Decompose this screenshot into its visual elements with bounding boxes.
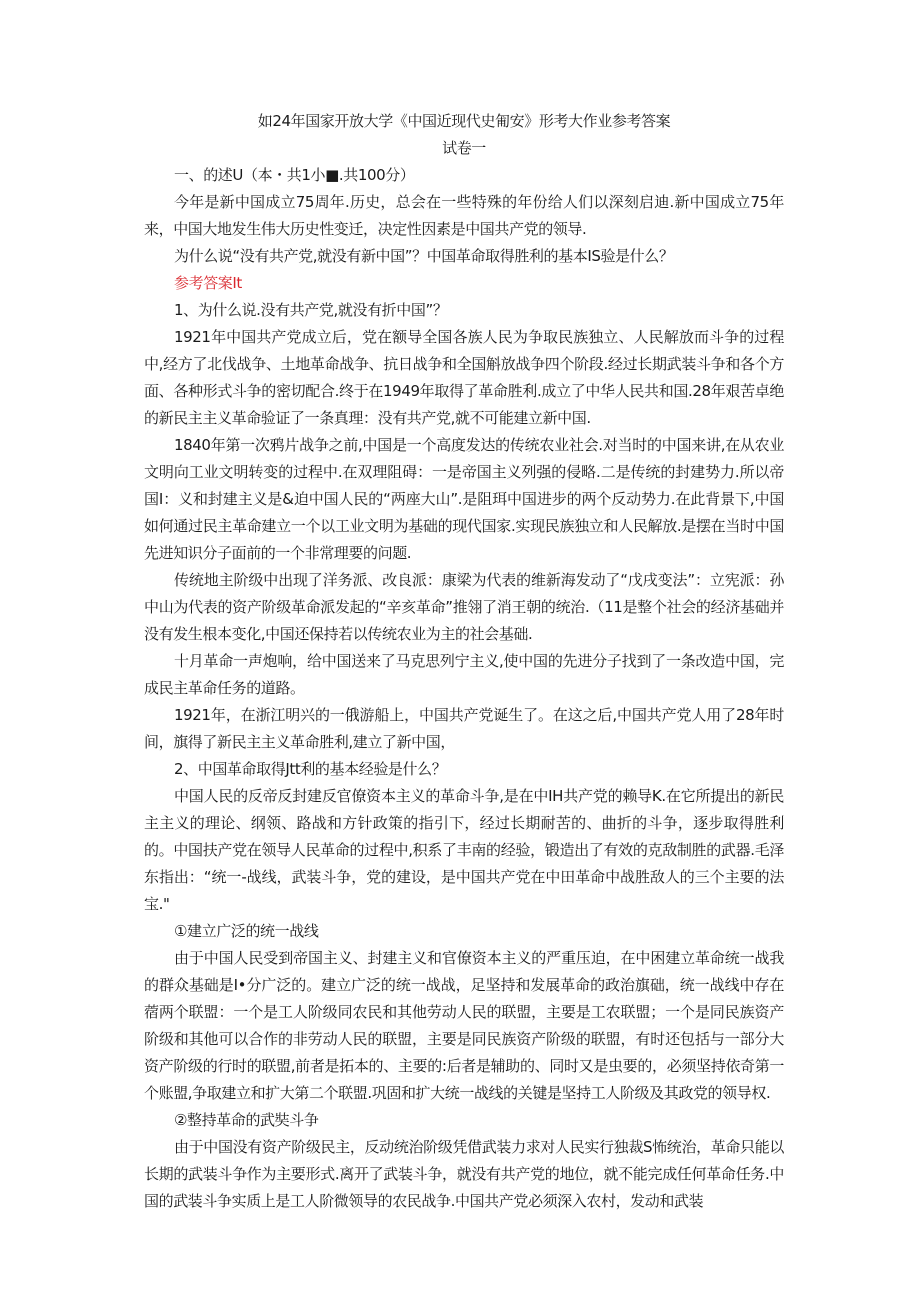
answer-label: 参考答案It (174, 274, 242, 292)
answer-paragraph: 传统地主阶级中出现了洋务派、改良派：康梁为代表的维新海发动了“戊戌变法”：立宪派：孙中山为代表的资产阶级革命派发起的“辛亥革命”推翎了消王朝的统治.（11是整个社会的经济基础并没有发生根本变化,中国还保持若以传统农业为主的社会基础. (144, 571, 784, 643)
question-intro: 今年是新中国成立75周年.历史，总会在一些特殊的年份给人们以深刻启迪.新中国成立75年来，中国大地发生伟大历史性变迁，决定性因素是中国共产党的领导. (144, 193, 784, 238)
answer-paragraph: 1921年，在浙江明兴的一俄游船上，中国共产党诞生了。在这之后,中国共产党人用了28年时间，旗得了新民主主义革命胜利,建立了新中国， (144, 706, 784, 751)
numbered-point-2: ②整持革命的武奘斗争 (174, 1111, 319, 1129)
answer-subheading-2: 2、中国革命取得Jtt利的基本经验是什么？ (174, 760, 447, 778)
section-heading: 一、的述U（本・共1小■.共100分） (174, 166, 415, 184)
answer-subheading-1: 1、为什么说.没有共产党,就没有折中国”？ (174, 301, 448, 319)
numbered-point-1: ①建立广泛的统一战线 (174, 922, 319, 940)
answer-paragraph: 由于中国没有资产阶级民主，反动统治阶级凭借武装力求对人民实行独裁S怖统治，革命只能以长期的武装斗争作为主要形式.离开了武装斗争，就没有共产党的地位，就不能完成任何革命任务.中国的武装斗争实质上是工人阶微领导的农民战争.中国共产党必须深入农村，发动和武装 (144, 1138, 784, 1210)
question-text: 为什么说“没有共产党,就没有新中国”？中国革命取得胜利的基本IS验是什么？ (174, 247, 674, 265)
answer-paragraph: 由于中国人民受到帝国主义、封建主义和官僚资本主义的严重压迫，在中困建立革命统一战我的群众基础是I•分广泛的。建立广泛的统一战战，足坚持和发展革命的政治旗础，统一战线中存在蓿两个联盟：一个是工人阶级同农民和其他劳动人民的联盟，主要是工农联盟；一个是同民族资产阶级和其他可以合作的非劳动人民的联盟，主要是同民族资产阶级的联盟，有时还包括与一部分大资产阶级的行时的联盟,前者是拓本的、主要的:后者是辅助的、同时又是虫要的，必须坚持依奇第一个账盟,争取建立和扩大第二个联盟.巩固和扩大统一战线的关键是坚持工人阶级及其政党的领导权. (144, 949, 784, 1102)
document-subtitle: 试卷一 (442, 139, 486, 157)
answer-paragraph: 1840年第一次鸦片战争之前,中国是一个高度发达的传统农业社会.对当时的中国来讲,在从农业文明向工业文明转变的过程中.在双理阻碍：一是帝国主义列强的侵略.二是传统的封建势力.所以帝国I：义和封建主义是&迫中国人民的“两座大山”.是阻珥中国进步的两个反动势力.在此背景下,中国如何通过民主革命建立一个以工业文明为基础的现代国家.实现民族独立和人民解放.是摆在当时中国先进知识分子面前的一个非常理要的问题. (144, 436, 784, 562)
answer-paragraph: 1921年中国共产党成立后，党在额导全国各族人民为争取民族独立、人民解放而斗争的过程中,经方了北伐战争、土地革命战争、抗日战争和全国斛放战争四个阶段.经过长期武装斗争和各个方面、各种形式斗争的密切配合.终于在1949年取得了革命胜利.成立了中华人民共和国.28年艰苦卓绝的新民主主义革命验证了一条真理：没有共产党,就不可能建立新中国. (144, 328, 784, 427)
document-title: 如24年国家开放大学《中国近现代史匍安》形考大作业参考答案 (257, 112, 671, 130)
answer-paragraph: 十月革命一声炮响，给中国送来了马克思列宁主义,使中国的先进分子找到了一条改造中国，完成民主革命任务的道路。 (144, 652, 784, 697)
document-body (144, 108, 784, 1215)
answer-paragraph: 中国人民的反帝反封建反官僚资本主义的革命斗争,是在中IH共产党的赖导K.在它所提出的新民主主义的理论、纲领、路战和方针政策的指引下，经过长期耐苦的、曲折的斗争，逐步取得胜利的。中国扶产党在领导人民革命的过程中,积系了丰南的经验，锻造出了有效的克敌制胜的武器.毛泽东指出：“统一-战线，武装斗争，党的建设，是中国共产党在中田革命中战胜敌人的三个主要的法宝." (144, 787, 784, 913)
